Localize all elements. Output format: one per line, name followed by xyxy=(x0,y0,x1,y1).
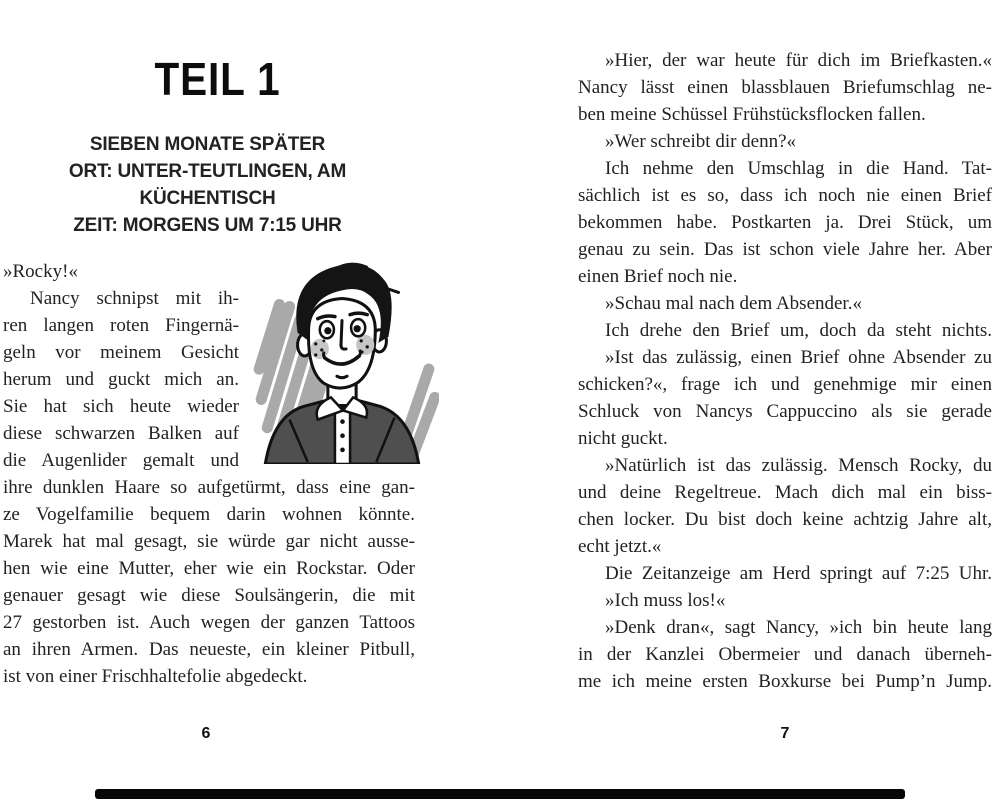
text-line: »Hier, der war heute für dich im Briefkasten.« xyxy=(605,50,992,71)
right-page-body xyxy=(578,47,992,695)
text-line: me ich meine ersten Boxkurse bei Pump’n Jump. xyxy=(578,671,992,692)
text-line: »Ich muss los!« xyxy=(605,590,726,611)
text-line: in der Kanzlei Obermeier und danach überneh- xyxy=(578,644,992,665)
text-line: die Augenlider gemalt und xyxy=(3,450,239,471)
text-line: Schluck von Nancys Cappuccino als sie gerade xyxy=(578,401,992,422)
text-line: sächlich ist es so, dass ich noch nie einen Brief xyxy=(578,185,992,206)
text-line: an ihren Armen. Das neueste, ein kleiner Pitbull, xyxy=(3,639,415,660)
book-bottom-edge xyxy=(95,789,905,799)
text-line: schicken?«, frage ich und genehmige mir einen xyxy=(578,374,992,395)
chapter-subtitles xyxy=(0,131,415,239)
text-line: ihre dunklen Haare so aufgetürmt, dass eine gan- xyxy=(3,477,415,498)
text-line: ze Vogelfamilie bequem darin wohnen könnte. xyxy=(3,504,415,525)
text-line: chen locker. Du bist doch keine achtzig Jahre alt, xyxy=(578,509,992,530)
text-line: Ich nehme den Umschlag in die Hand. Tat- xyxy=(605,158,992,179)
subtitle-line: ZEIT: MORGENS UM 7:15 UHR xyxy=(73,215,342,236)
text-line: Sie hat sich heute wieder xyxy=(3,396,239,417)
text-line: bekommen habe. Postkarten ja. Drei Stück, um xyxy=(578,212,992,233)
text-line: echt jetzt.« xyxy=(578,536,662,557)
page-number-right: 7 xyxy=(780,725,790,742)
text-line: ben meine Schüssel Frühstücksflocken fallen. xyxy=(578,104,926,125)
left-page xyxy=(0,0,460,800)
text-line: hen wie eine Mutter, eher wie ein Rockstar. Oder xyxy=(3,558,415,579)
text-line: genauer gesagt wie diese Soulsängerin, die mit xyxy=(3,585,415,606)
text-line: Nancy lässt einen blassblauen Briefumschlag ne- xyxy=(578,77,992,98)
text-line: »Ist das zulässig, einen Brief ohne Absender zu xyxy=(605,347,992,368)
text-line: Marek hat mal gesagt, sie würde gar nicht ausse- xyxy=(3,531,415,552)
text-line: »Wer schreibt dir denn?« xyxy=(605,131,797,152)
text-line: 27 gestorben ist. Auch wegen der ganzen Tattoos xyxy=(3,612,415,633)
text-full-column xyxy=(3,474,415,690)
text-line: ist von einer Frischhaltefolie abgedeckt. xyxy=(3,666,308,687)
text-line: diese schwarzen Balken auf xyxy=(3,423,239,444)
text-line: ren langen roten Fingernä- xyxy=(3,315,239,336)
subtitle-line: ORT: UNTER-TEUTLINGEN, AM KÜCHENTISCH xyxy=(68,161,347,209)
text-line: Die Zeitanzeige am Herd springt auf 7:25 Uhr. xyxy=(605,563,992,584)
boy-portrait-illustration xyxy=(245,248,439,464)
text-line: einen Brief noch nie. xyxy=(578,266,738,287)
text-line: genau zu sein. Das ist schon viele Jahre her. Aber xyxy=(578,239,992,260)
text-line: »Rocky!« xyxy=(3,261,78,282)
text-wrap-column xyxy=(3,258,239,474)
text-line: herum und guckt mich an. xyxy=(3,369,239,390)
text-line: geln vor meinem Gesicht xyxy=(3,342,239,363)
text-line: »Schau mal nach dem Absender.« xyxy=(605,293,862,314)
text-line: Ich drehe den Brief um, doch da steht nichts. xyxy=(605,320,992,341)
text-line: »Denk dran«, sagt Nancy, »ich bin heute lang xyxy=(605,617,992,638)
text-line: »Natürlich ist das zulässig. Mensch Rocky, du xyxy=(605,455,992,476)
part-title: TEIL 1 xyxy=(154,53,281,105)
left-page-body xyxy=(3,258,415,690)
page-number-left: 6 xyxy=(201,725,211,742)
text-line: Nancy schnipst mit ih- xyxy=(30,288,239,309)
text-line: und deine Regeltreue. Mach dich mal ein biss- xyxy=(578,482,992,503)
text-line: nicht guckt. xyxy=(578,428,668,449)
subtitle-line: SIEBEN MONATE SPÄTER xyxy=(89,134,326,155)
